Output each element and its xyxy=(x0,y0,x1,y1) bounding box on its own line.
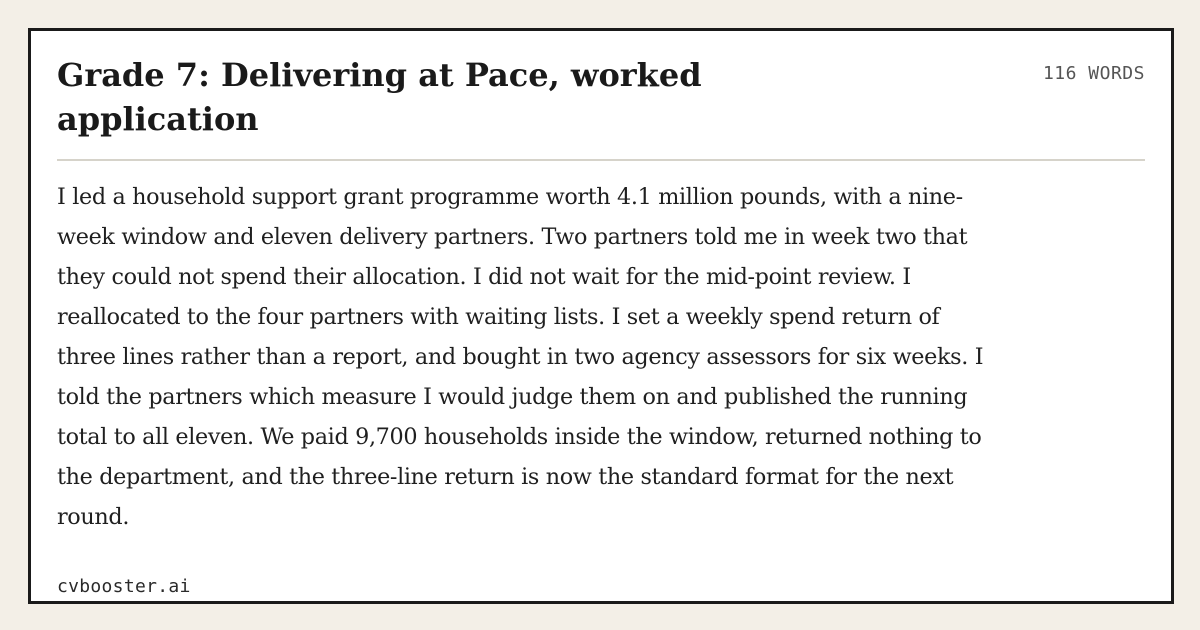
card-title: Grade 7: Delivering at Pace, worked application xyxy=(57,56,702,138)
word-count-label: 116 WORDS xyxy=(1042,63,1145,84)
card-header xyxy=(57,53,1145,141)
header-divider xyxy=(57,159,1145,161)
answer-card xyxy=(28,28,1174,604)
brand-footer: cvbooster.ai xyxy=(57,576,191,597)
answer-body-text: I led a household support grant programme worth 4.1 million pounds, with a nine-week window and eleven delivery partners. Two partners told me in week two that they could not spend their allocation. I did not wait for the mid-point review. I reallocated to the four partners with waiting lists. I set a weekly spend return of three lines rather than a report, and bought in two agency assessors for six weeks. I told the partners which measure I would judge them on and published the running total to all eleven. We paid 9,700 households inside the window, returned nothing to the department, and the three-line return is now the standard format for the next round. xyxy=(57,184,984,530)
